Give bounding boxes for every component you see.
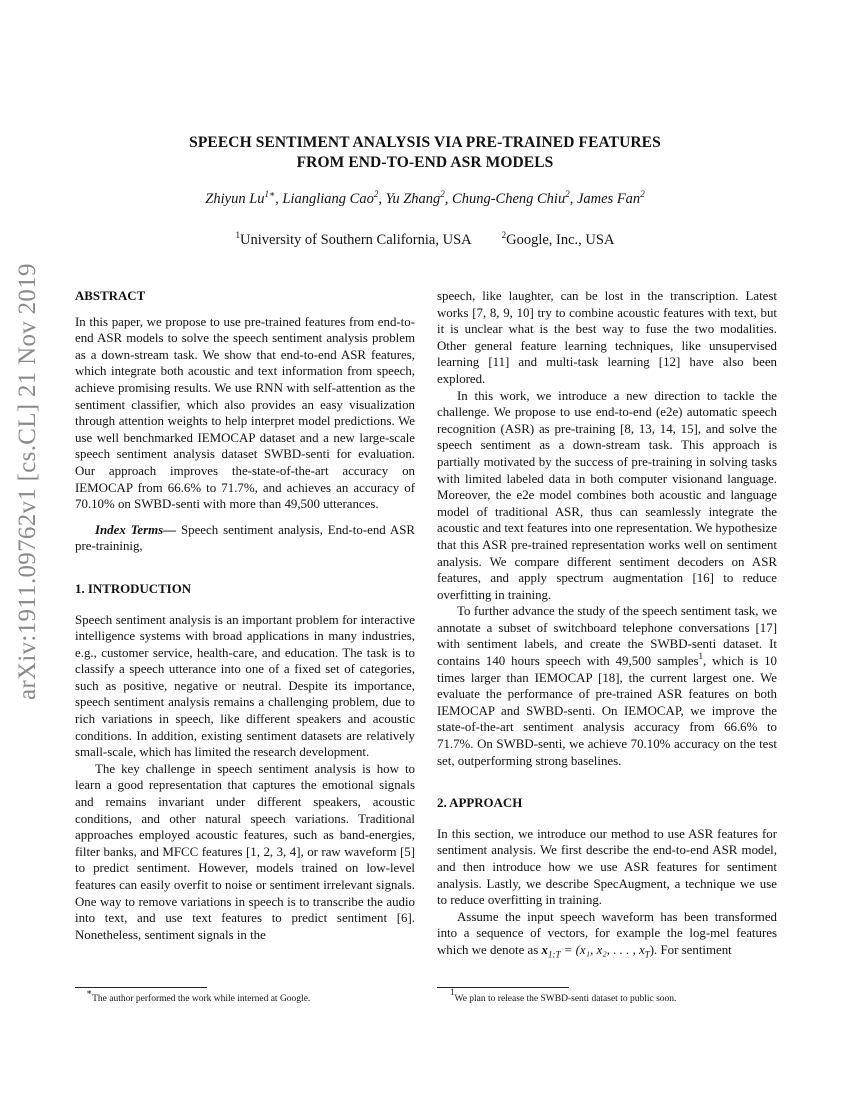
approach-p2-text-a: Assume the input speech waveform has been transformed into a sequence of vectors, for example the log-mel features which we denote as xyxy=(437,909,777,957)
footnote-right xyxy=(450,987,780,1005)
author-name: Zhiyun Lu xyxy=(205,191,265,207)
affil-sup: 2 xyxy=(501,230,507,240)
footnote-rule-right xyxy=(437,987,569,988)
affiliation: University of Southern California, USA xyxy=(240,232,472,248)
right-column xyxy=(437,288,777,963)
author-affil-sup: 2 xyxy=(440,189,445,199)
arxiv-stamp: arXiv:1911.09762v1 [cs.CL] 21 Nov 2019 xyxy=(14,263,41,700)
section-2-heading: 2. APPROACH xyxy=(437,796,523,811)
intro-paragraph-2: The key challenge in speech sentiment analysis is how to learn a good representation that captures the emotional signals and remains invariant under different speakers, acoustic conditions, and other natural speech variations. Traditional approaches employed acoustic features, such as band-energies, filter banks, and MFCC features [1, 2, 3, 4], or raw waveform [5] to predict sentiment. However, models trained on low-level features can easily overfit to noise or sentiment irrelevant signals. One way to remove variations in speech is to transcribe the audio into text, and use text features to predict sentiment [6]. Nonetheless, sentiment signals in the xyxy=(75,761,415,942)
footnote-ref: 1 xyxy=(698,651,703,662)
footnote-right-sup: 1 xyxy=(450,987,455,997)
math-equation: = (x₁, x₂, . . . , x xyxy=(560,942,645,957)
right-paragraph-1: speech, like laughter, can be lost in the transcription. Latest works [7, 8, 9, 10] try to combine acoustic features with text, but it is unclear what is the best way to fuse the two modalities. Other general feature learning techniques, like unsupervised learning [11] and multi-task learning [12] have also been explored. xyxy=(437,289,777,386)
approach-p2-text-b: ). For sentiment xyxy=(649,942,732,957)
index-terms-label: Index Terms— xyxy=(95,522,177,537)
math-subscript-t: T xyxy=(644,949,650,960)
author-name: Chung-Cheng Chiu xyxy=(452,191,566,207)
right-paragraph-3 xyxy=(437,603,777,769)
footnote-left-sup: ∗ xyxy=(86,987,93,997)
author-list: Zhiyun $Lu^{1∗}$, Liangliang Cao$^2$, Yu Zhang$^2$, Chung-Cheng Chiu$^2$, James Fan$^2$ xyxy=(205,189,645,207)
title-line-1: SPEECH SENTIMENT ANALYSIS VIA PRE-TRAINED FEATURES xyxy=(189,134,661,151)
index-terms-text: Speech sentiment analysis, End-to-end ASR pre-traininig, xyxy=(75,522,415,554)
footnote-left-text: The author performed the work while interned at Google. xyxy=(92,994,311,1004)
author-affil-sup: 2 xyxy=(373,189,379,199)
right-paragraph-2: In this work, we introduce a new direction to tackle the challenge. We propose to use end-to-end (e2e) automatic speech recognition (ASR) as pre-training [8, 13, 14, 15], and solve the speech sentiment as a down-stream task. This approach is partially motivated by the success of pre-training in solving tasks with limited labeled data in both computer visionand language. Moreover, the e2e model combines both acoustic and language model of traditional ASR, thus can seamlessly integrate the acoustic and text features into one representation. We hypothesize that this ASR pre-trained representation works well on sentiment analysis. We compare different sentiment decoders on ASR features, and apply spectrum augmentation [16] to reduce overfitting in training. xyxy=(437,388,777,602)
math-subscript: 1:T xyxy=(547,949,561,960)
author-name: Liangliang Cao xyxy=(282,191,374,207)
right-p3-text-a: To further advance the study of the speech sentiment task, we annotate a subset of switchboard telephone conversations [17] with sentiment labels, and create the SWBD-senti dataset. It contains 140 hours speech with 49,500 samples xyxy=(437,604,777,669)
affil-sup: 1 xyxy=(235,230,241,240)
footnote-right-text: We plan to release the SWBD-senti dataset to public soon. xyxy=(454,994,677,1004)
approach-paragraph-1: In this section, we introduce our method to use ASR features for sentiment analysis. We first describe the end-to-end ASR model, and then introduce how we use ASR features for sentiment analysis. Lastly, we describe SpecAugment, a technique we use to reduce overfitting in training. xyxy=(437,826,777,908)
author-affil-sup: 2 xyxy=(640,189,645,199)
abstract-heading: ABSTRACT xyxy=(75,289,146,303)
math-x-bold: x xyxy=(541,942,548,957)
approach-paragraph-2 xyxy=(437,909,777,963)
author-affil-sup: 1∗ xyxy=(264,189,276,199)
footnote-rule-left xyxy=(75,987,207,988)
affiliations xyxy=(75,232,775,249)
author-name: James Fan xyxy=(576,191,641,207)
intro-paragraph-1: Speech sentiment analysis is an important problem for interactive intelligence systems with broad applications in many industries, e.g., customer service, health-care, and education. The task is to classify a speech utterance into one of a fixed set of categories, such as positive, negative or neutral. Despite its importance, speech sentiment analysis remains a challenging problem, due to rich variations in speech, like different speakers and acoustic conditions. In addition, existing sentiment datasets are relatively small-scale, which has limited the research development. xyxy=(75,612,415,760)
title-line-2: FROM END-TO-END ASR MODELS xyxy=(296,154,554,171)
author-name: Yu Zhang xyxy=(385,191,441,207)
section-1-heading: 1. INTRODUCTION xyxy=(75,581,192,596)
affiliation: Google, Inc., USA xyxy=(506,232,615,248)
paper-title xyxy=(75,133,775,173)
author-affil-sup: 2 xyxy=(565,189,570,199)
abstract-text: In this paper, we propose to use pre-trained features from end-to-end ASR models to solve the speech sentiment analysis problem as a down-stream task. We show that end-to-end ASR features, which integrate both acoustic and text information from speech, achieve promising results. We use RNN with self-attention as the sentiment classifier, which also provides an easy visualization through attention weights to help interpret model predictions. We use well benchmarked IEMOCAP dataset and a new large-scale speech sentiment analysis dataset SWBD-senti for evaluation. Our approach improves the-state-of-the-art accuracy on IEMOCAP from 66.6% to 71.7%, and achieves an accuracy of 70.10% on SWBD-senti with more than 49,500 utterances. xyxy=(75,314,415,512)
right-p3-text-b: , which is 10 times larger than IEMOCAP [18], the current largest one. We evaluate the performance of pre-trained ASR features on both IEMOCAP and SWBD-senti. On IEMOCAP, we improve the state-of-the-art sentiment analysis accuracy from 66.6% to 71.7%. On SWBD-senti, we achieve 70.10% accuracy on the test set, outperforming strong baselines. xyxy=(437,654,777,768)
footnote-left xyxy=(86,987,416,1005)
left-column xyxy=(75,288,415,943)
index-terms xyxy=(75,522,415,555)
